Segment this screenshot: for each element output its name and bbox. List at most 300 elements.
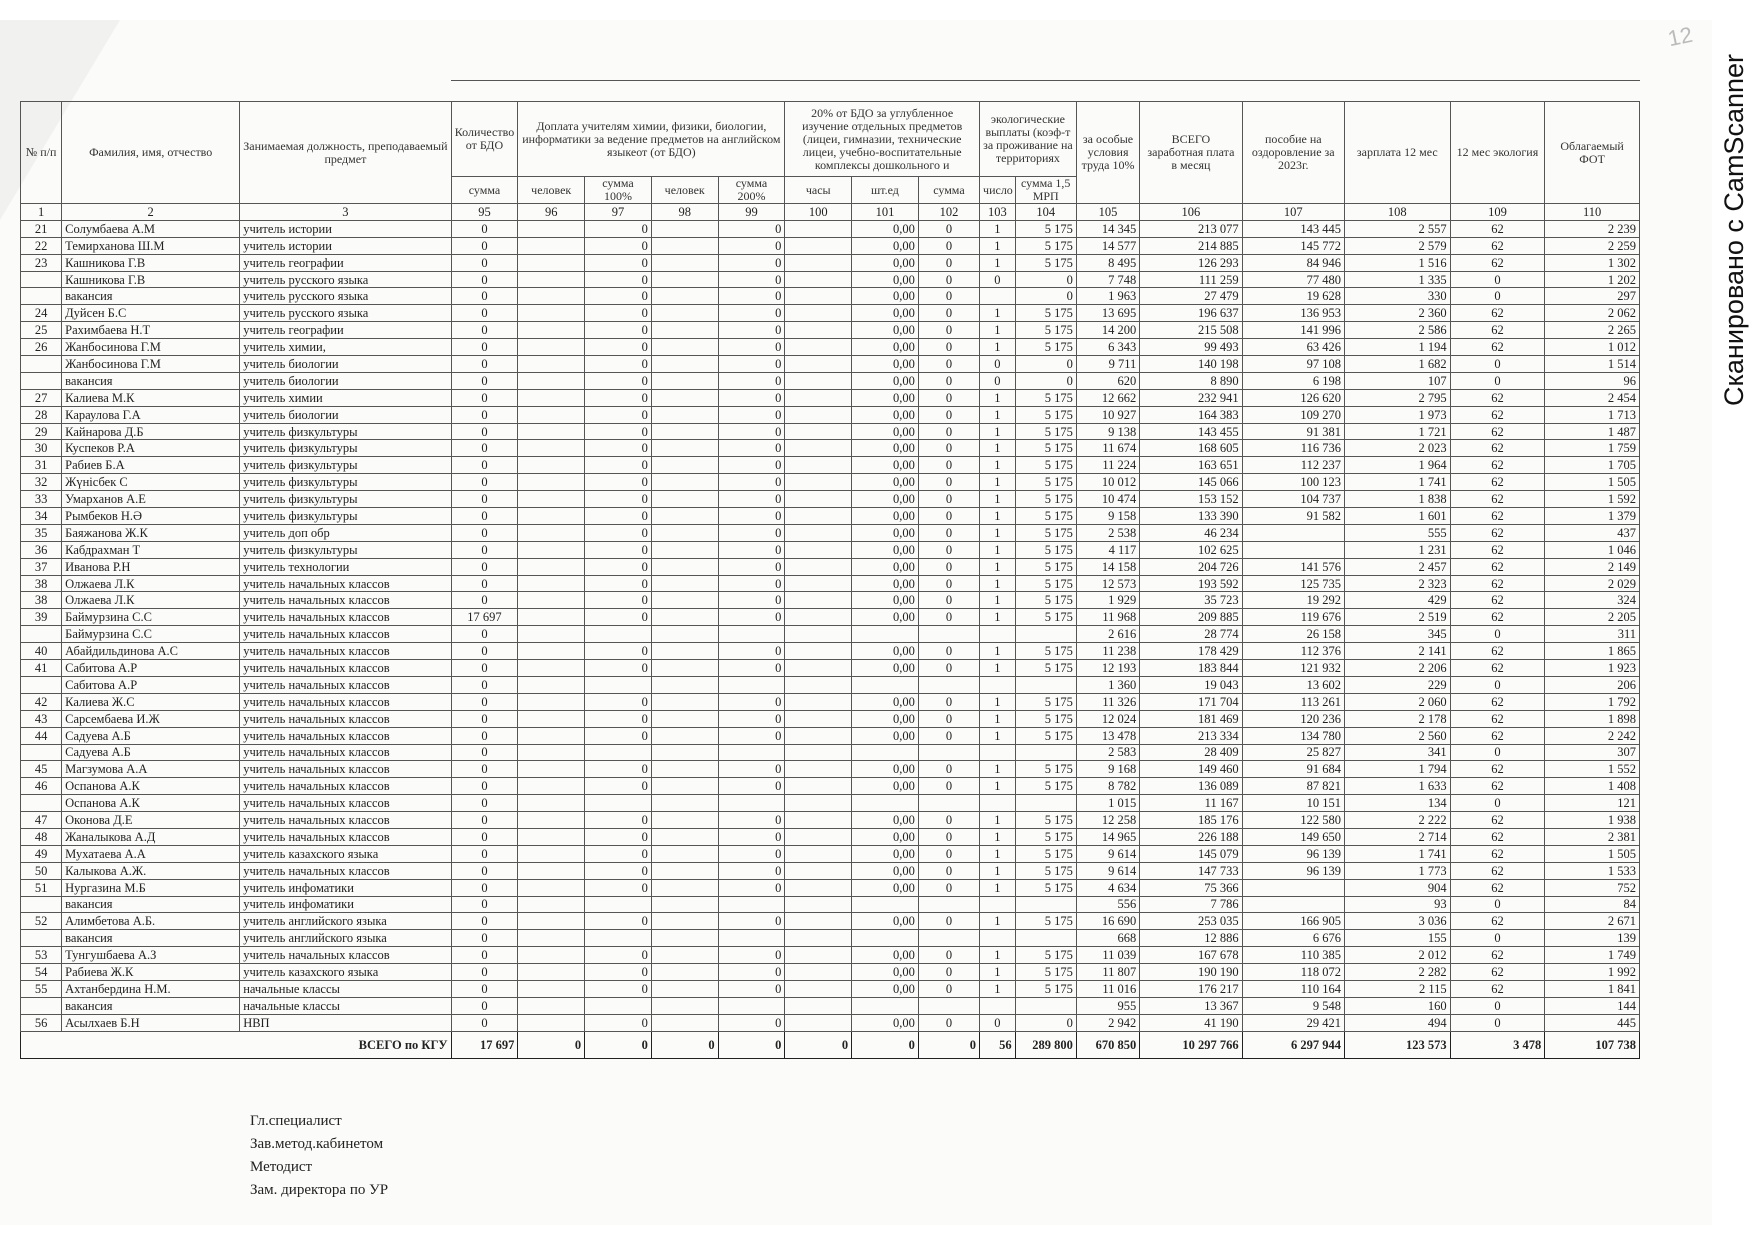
table-cell <box>518 592 585 609</box>
table-cell: 752 <box>1545 879 1640 896</box>
column-number: 1 <box>21 204 62 221</box>
table-cell: 10 151 <box>1242 795 1344 812</box>
table-cell <box>651 406 718 423</box>
table-cell: 134 <box>1344 795 1450 812</box>
total-label: ВСЕГО по КГУ <box>21 1031 452 1058</box>
table-cell: 1 505 <box>1545 845 1640 862</box>
table-cell: 0 <box>918 305 979 322</box>
table-cell: 7 786 <box>1140 896 1242 913</box>
table-cell: 0 <box>918 271 979 288</box>
table-cell: 149 650 <box>1242 828 1344 845</box>
table-cell: 297 <box>1545 288 1640 305</box>
table-cell <box>518 964 585 981</box>
table-cell: 145 772 <box>1242 237 1344 254</box>
table-cell: 1 552 <box>1545 761 1640 778</box>
table-cell: 121 <box>1545 795 1640 812</box>
table-cell: 91 381 <box>1242 423 1344 440</box>
table-row <box>21 727 1640 744</box>
table-cell: 0 <box>585 322 652 339</box>
table-cell <box>651 980 718 997</box>
table-cell <box>785 356 852 373</box>
table-cell: 140 198 <box>1140 356 1242 373</box>
table-cell: 904 <box>1344 879 1450 896</box>
table-cell <box>785 474 852 491</box>
table-cell: 0 <box>918 862 979 879</box>
table-cell: 99 493 <box>1140 339 1242 356</box>
col-eco12-header: 12 мес экология <box>1450 102 1545 204</box>
table-cell: 8 890 <box>1140 372 1242 389</box>
table-cell: 53 <box>21 947 62 964</box>
table-cell: 1 <box>980 541 1016 558</box>
table-cell: 62 <box>1450 693 1545 710</box>
table-cell <box>585 997 652 1014</box>
table-cell: 167 678 <box>1140 947 1242 964</box>
table-cell: 5 175 <box>1015 828 1076 845</box>
table-cell: 1 360 <box>1076 676 1139 693</box>
table-cell: 1 335 <box>1344 271 1450 288</box>
table-cell <box>852 626 919 643</box>
table-row <box>21 558 1640 575</box>
table-cell: 0,00 <box>852 558 919 575</box>
table-cell: 232 941 <box>1140 389 1242 406</box>
total-cell: 6 297 944 <box>1242 1031 1344 1058</box>
table-cell: 0 <box>451 964 518 981</box>
table-cell <box>518 305 585 322</box>
table-cell <box>21 997 62 1014</box>
table-cell <box>518 879 585 896</box>
cell-position: учитель казахского языка <box>240 845 451 862</box>
table-cell: 27 <box>21 389 62 406</box>
table-cell: 2 012 <box>1344 947 1450 964</box>
table-cell: 2 579 <box>1344 237 1450 254</box>
table-cell: 0 <box>451 930 518 947</box>
table-cell <box>785 693 852 710</box>
table-cell: 0 <box>585 288 652 305</box>
table-cell: 1 <box>980 845 1016 862</box>
table-cell <box>852 676 919 693</box>
table-cell <box>980 744 1016 761</box>
cell-name: Дуйсен Б.С <box>62 305 240 322</box>
payroll-table <box>20 80 1640 1059</box>
table-cell: 229 <box>1344 676 1450 693</box>
table-cell: 1 865 <box>1545 643 1640 660</box>
table-cell <box>518 389 585 406</box>
table-cell: 1 <box>980 558 1016 575</box>
table-cell: 51 <box>21 879 62 896</box>
table-cell <box>651 389 718 406</box>
table-cell <box>651 778 718 795</box>
table-cell <box>785 744 852 761</box>
table-cell: 2 381 <box>1545 828 1640 845</box>
table-cell <box>785 913 852 930</box>
table-cell <box>785 541 852 558</box>
cell-name: вакансия <box>62 896 240 913</box>
table-cell: 0 <box>718 710 785 727</box>
table-cell: 62 <box>1450 727 1545 744</box>
table-cell: 120 236 <box>1242 710 1344 727</box>
table-cell <box>21 795 62 812</box>
table-cell: 0,00 <box>852 828 919 845</box>
table-cell: 5 175 <box>1015 862 1076 879</box>
table-cell: 110 385 <box>1242 947 1344 964</box>
table-cell <box>518 339 585 356</box>
table-cell: 28 409 <box>1140 744 1242 761</box>
table-cell <box>518 288 585 305</box>
table-cell: 11 968 <box>1076 609 1139 626</box>
table-cell <box>651 947 718 964</box>
cell-name: Калыкова А.Ж. <box>62 862 240 879</box>
table-cell <box>785 812 852 829</box>
table-cell: 0 <box>451 372 518 389</box>
table-cell <box>785 710 852 727</box>
table-cell <box>585 744 652 761</box>
table-cell <box>651 305 718 322</box>
table-cell: 0 <box>980 372 1016 389</box>
cell-position: учитель начальных классов <box>240 660 451 677</box>
table-cell: 0 <box>585 305 652 322</box>
table-cell: 0 <box>718 271 785 288</box>
cell-name: Умарханов А.Е <box>62 491 240 508</box>
cell-position: учитель казахского языка <box>240 964 451 981</box>
table-cell <box>651 660 718 677</box>
table-cell: 41 <box>21 660 62 677</box>
table-cell: 62 <box>1450 322 1545 339</box>
table-cell: 0 <box>451 474 518 491</box>
column-number: 2 <box>62 204 240 221</box>
table-cell: 0 <box>718 693 785 710</box>
table-cell: 0 <box>718 423 785 440</box>
table-cell: 0 <box>1450 356 1545 373</box>
table-cell: 0,00 <box>852 710 919 727</box>
table-cell: 30 <box>21 440 62 457</box>
table-cell: 1 794 <box>1344 761 1450 778</box>
table-row <box>21 828 1640 845</box>
table-cell <box>518 220 585 237</box>
table-cell: 107 <box>1344 372 1450 389</box>
table-cell: 0 <box>585 643 652 660</box>
table-cell: 1 <box>980 508 1016 525</box>
table-cell: 0,00 <box>852 356 919 373</box>
cell-name: вакансия <box>62 372 240 389</box>
cell-position: учитель физкультуры <box>240 440 451 457</box>
table-cell: 0 <box>451 913 518 930</box>
table-cell <box>785 406 852 423</box>
table-cell: 0 <box>585 406 652 423</box>
table-cell <box>785 592 852 609</box>
table-cell <box>651 609 718 626</box>
table-cell <box>518 541 585 558</box>
table-cell: 55 <box>21 980 62 997</box>
table-cell: 0 <box>918 220 979 237</box>
table-cell: 12 193 <box>1076 660 1139 677</box>
table-cell: 2 671 <box>1545 913 1640 930</box>
cell-name: Сарсембаева И.Ж <box>62 710 240 727</box>
table-cell <box>785 795 852 812</box>
cell-name: Баяжанова Ж.К <box>62 524 240 541</box>
column-number: 105 <box>1076 204 1139 221</box>
table-cell: 5 175 <box>1015 592 1076 609</box>
table-row <box>21 457 1640 474</box>
cell-position: учитель русского языка <box>240 288 451 305</box>
table-cell: 1 505 <box>1545 474 1640 491</box>
table-cell <box>651 254 718 271</box>
table-cell: 160 <box>1344 997 1450 1014</box>
table-cell <box>518 812 585 829</box>
table-cell <box>651 862 718 879</box>
table-cell: 8 495 <box>1076 254 1139 271</box>
total-cell: 123 573 <box>1344 1031 1450 1058</box>
cell-position: учитель английского языка <box>240 930 451 947</box>
table-cell <box>518 575 585 592</box>
total-cell: 0 <box>585 1031 652 1058</box>
table-row <box>21 440 1640 457</box>
table-cell: 1 <box>980 389 1016 406</box>
table-cell: 11 224 <box>1076 457 1139 474</box>
total-cell: 0 <box>918 1031 979 1058</box>
cell-name: Рымбеков Н.Ә <box>62 508 240 525</box>
table-cell: 1 <box>980 660 1016 677</box>
table-cell: 24 <box>21 305 62 322</box>
table-cell: 2 222 <box>1344 812 1450 829</box>
table-cell: 35 <box>21 524 62 541</box>
cell-name: Нургазина М.Б <box>62 879 240 896</box>
table-cell <box>518 508 585 525</box>
total-cell: 17 697 <box>451 1031 518 1058</box>
table-cell: 214 885 <box>1140 237 1242 254</box>
cell-position: учитель начальных классов <box>240 828 451 845</box>
table-cell: 62 <box>1450 237 1545 254</box>
table-cell: 19 292 <box>1242 592 1344 609</box>
table-cell: 0 <box>918 1014 979 1031</box>
table-cell: 6 676 <box>1242 930 1344 947</box>
table-cell <box>585 896 652 913</box>
table-cell: 96 139 <box>1242 845 1344 862</box>
total-row <box>21 1031 1640 1058</box>
table-cell <box>785 389 852 406</box>
table-cell: 1 841 <box>1545 980 1640 997</box>
cell-position: учитель географии <box>240 322 451 339</box>
table-cell <box>518 524 585 541</box>
table-cell: 2 242 <box>1545 727 1640 744</box>
table-row <box>21 879 1640 896</box>
table-cell: 176 217 <box>1140 980 1242 997</box>
table-cell: 5 175 <box>1015 508 1076 525</box>
table-cell: 209 885 <box>1140 609 1242 626</box>
table-cell: 1 231 <box>1344 541 1450 558</box>
table-cell <box>918 626 979 643</box>
table-cell: 1 <box>980 964 1016 981</box>
table-cell: 0 <box>918 524 979 541</box>
table-cell: 5 175 <box>1015 457 1076 474</box>
table-cell: 0 <box>451 254 518 271</box>
table-cell: 0 <box>718 609 785 626</box>
table-cell: 1 633 <box>1344 778 1450 795</box>
cell-name: Рабиев Б.А <box>62 457 240 474</box>
table-row <box>21 389 1640 406</box>
table-cell: 0 <box>451 997 518 1014</box>
table-cell: 0 <box>718 862 785 879</box>
table-cell: 11 326 <box>1076 693 1139 710</box>
table-cell: 1 <box>980 592 1016 609</box>
table-cell: 49 <box>21 845 62 862</box>
table-cell: 0,00 <box>852 964 919 981</box>
table-cell: 0 <box>918 879 979 896</box>
page-number-mark: 12 <box>1665 21 1695 52</box>
column-number: 96 <box>518 204 585 221</box>
table-cell: 12 258 <box>1076 812 1139 829</box>
table-cell: 8 782 <box>1076 778 1139 795</box>
cell-name: Иванова Р.Н <box>62 558 240 575</box>
table-cell: 19 628 <box>1242 288 1344 305</box>
col-position-header: Занимаемая должность, преподаваемый предмет <box>240 102 451 204</box>
table-cell <box>518 609 585 626</box>
table-cell <box>651 828 718 845</box>
table-cell <box>785 457 852 474</box>
table-cell: 62 <box>1450 964 1545 981</box>
table-cell: 1 516 <box>1344 254 1450 271</box>
table-cell <box>785 372 852 389</box>
table-cell: 1 379 <box>1545 508 1640 525</box>
table-cell: 0,00 <box>852 913 919 930</box>
table-cell <box>518 744 585 761</box>
table-cell: 0 <box>451 575 518 592</box>
table-cell: 0,00 <box>852 440 919 457</box>
table-cell: 145 066 <box>1140 474 1242 491</box>
cell-position: учитель начальных классов <box>240 592 451 609</box>
table-cell <box>651 727 718 744</box>
table-cell: 0,00 <box>852 524 919 541</box>
table-cell: 0 <box>451 660 518 677</box>
cell-name: Караулова Г.А <box>62 406 240 423</box>
table-cell: 0 <box>1450 930 1545 947</box>
col-deep-header: 20% от БДО за углубленное изучение отдельных предметов (лицеи, гимназии, технические лицеи, учебно-воспитательные комплексы дошкольного и <box>785 102 980 177</box>
col-name-header: Фамилия, имя, отчество <box>62 102 240 204</box>
column-number: 108 <box>1344 204 1450 221</box>
table-cell: 5 175 <box>1015 389 1076 406</box>
table-cell: 5 175 <box>1015 474 1076 491</box>
table-cell <box>785 440 852 457</box>
cell-position: учитель начальных классов <box>240 862 451 879</box>
table-cell: 27 479 <box>1140 288 1242 305</box>
table-cell: 41 190 <box>1140 1014 1242 1031</box>
table-cell <box>651 913 718 930</box>
table-cell: 0 <box>918 440 979 457</box>
sub-bdo-sum: сумма <box>451 177 518 204</box>
table-cell: 62 <box>1450 423 1545 440</box>
table-cell: 0 <box>718 828 785 845</box>
table-cell: 62 <box>1450 220 1545 237</box>
table-cell: 2 178 <box>1344 710 1450 727</box>
table-cell: 0 <box>718 1014 785 1031</box>
table-cell: 11 674 <box>1076 440 1139 457</box>
table-cell: 2 206 <box>1344 660 1450 677</box>
table-cell: 0 <box>718 845 785 862</box>
table-cell: 0 <box>585 862 652 879</box>
cell-name: Мухатаева А.А <box>62 845 240 862</box>
table-cell: 13 602 <box>1242 676 1344 693</box>
table-cell: 0,00 <box>852 1014 919 1031</box>
sub-chem-sum1: сумма 100% <box>585 177 652 204</box>
cell-name: Жаналыкова А.Д <box>62 828 240 845</box>
cell-position: учитель инфоматики <box>240 879 451 896</box>
table-cell <box>785 862 852 879</box>
table-cell <box>651 930 718 947</box>
table-cell: 1 773 <box>1344 862 1450 879</box>
table-cell: 5 175 <box>1015 693 1076 710</box>
table-cell <box>651 845 718 862</box>
table-cell: 52 <box>21 913 62 930</box>
table-cell: 5 175 <box>1015 761 1076 778</box>
table-cell: 1 <box>980 643 1016 660</box>
table-cell <box>651 372 718 389</box>
table-cell <box>651 761 718 778</box>
table-cell <box>518 896 585 913</box>
table-cell: 62 <box>1450 980 1545 997</box>
table-cell: 1 <box>980 778 1016 795</box>
table-cell: 0 <box>1450 1014 1545 1031</box>
table-cell <box>785 609 852 626</box>
table-cell: 17 697 <box>451 609 518 626</box>
table-cell: 0 <box>918 474 979 491</box>
table-row <box>21 778 1640 795</box>
table-cell: 93 <box>1344 896 1450 913</box>
total-cell: 0 <box>785 1031 852 1058</box>
table-cell: 0 <box>451 592 518 609</box>
table-row <box>21 356 1640 373</box>
table-cell: 0 <box>585 609 652 626</box>
table-cell: 0 <box>585 541 652 558</box>
table-cell: 0 <box>585 812 652 829</box>
table-cell <box>1015 896 1076 913</box>
table-cell: 0 <box>918 609 979 626</box>
table-cell: 5 175 <box>1015 980 1076 997</box>
table-cell: 555 <box>1344 524 1450 541</box>
cell-name: Баймурзина С.С <box>62 626 240 643</box>
total-cell: 10 297 766 <box>1140 1031 1242 1058</box>
table-cell: 0 <box>451 812 518 829</box>
table-cell: 96 <box>1545 372 1640 389</box>
table-cell: 215 508 <box>1140 322 1242 339</box>
table-cell: 9 158 <box>1076 508 1139 525</box>
table-cell <box>518 913 585 930</box>
table-cell: 0 <box>585 372 652 389</box>
table-cell: 5 175 <box>1015 406 1076 423</box>
table-cell: 1 <box>980 406 1016 423</box>
table-cell <box>785 322 852 339</box>
table-cell: 5 175 <box>1015 778 1076 795</box>
sub-deep-sum: сумма <box>918 177 979 204</box>
column-number: 95 <box>451 204 518 221</box>
table-cell: 16 690 <box>1076 913 1139 930</box>
table-cell <box>918 676 979 693</box>
cell-position: учитель географии <box>240 254 451 271</box>
table-cell <box>785 997 852 1014</box>
table-cell: 12 662 <box>1076 389 1139 406</box>
table-cell: 0,00 <box>852 660 919 677</box>
table-cell: 2 560 <box>1344 727 1450 744</box>
table-cell: 0 <box>918 761 979 778</box>
cell-position: учитель физкультуры <box>240 491 451 508</box>
table-cell <box>518 795 585 812</box>
cell-name: Кайнарова Д.Б <box>62 423 240 440</box>
table-cell: 0 <box>451 457 518 474</box>
table-cell: 62 <box>1450 660 1545 677</box>
table-cell: 307 <box>1545 744 1640 761</box>
table-cell: 62 <box>1450 305 1545 322</box>
column-number: 109 <box>1450 204 1545 221</box>
table-cell: 32 <box>21 474 62 491</box>
table-cell: 141 996 <box>1242 322 1344 339</box>
